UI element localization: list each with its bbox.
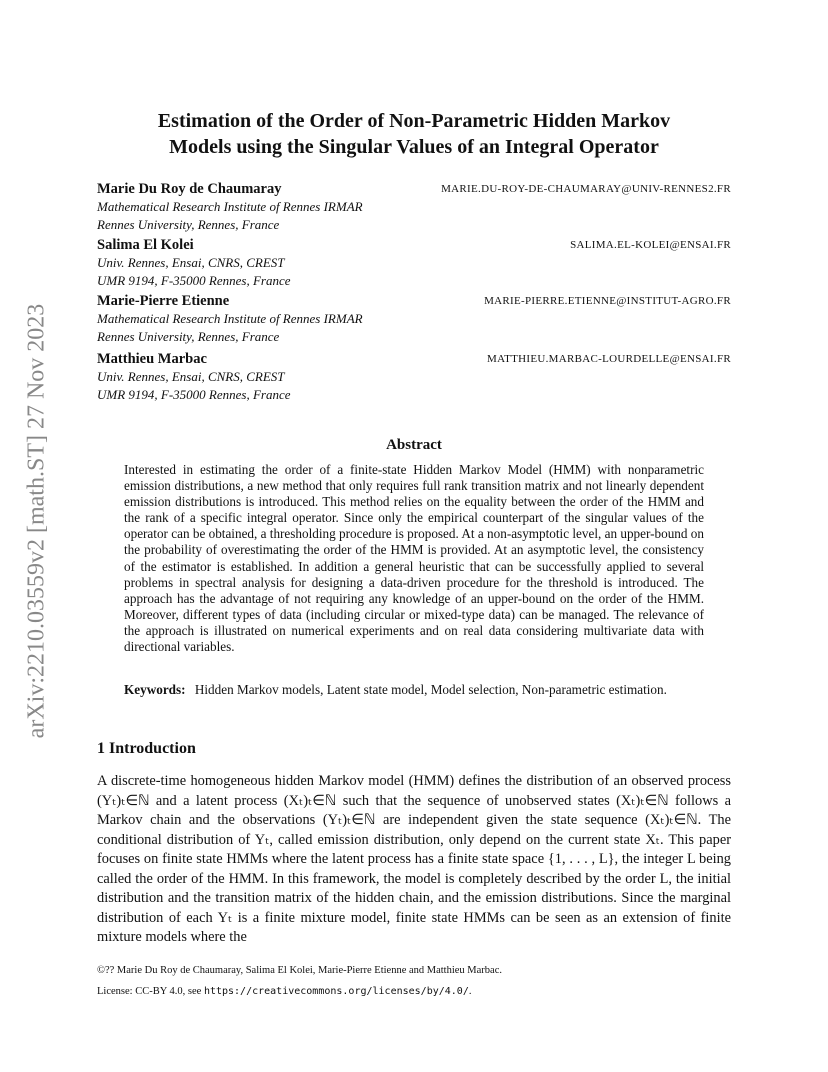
author-block (97, 237, 731, 290)
author-affiliation: Rennes University, Rennes, France (97, 217, 280, 232)
abstract-text: Interested in estimating the order of a finite-state Hidden Markov Model (HMM) with nonparametric emission distributions, a new method that only requires full rank transition matrix and not linearly dependent emission distributions is introduced. This method relies on the equality between the order of the HMM and the rank of a specific integral operator. Since only the empirical counterpart of the singular values of the operator can be obtained, a thresholding procedure is proposed. At a non-asymptotic level, an upper-bound on the probability of overestimating the order of the HMM is provided. At an asymptotic level, the consistency of the estimator is established. In addition a general heuristic that can be successfully applied to several problems in spectral analysis for designing a data-driven procedure for the threshold is introduced. The approach has the advantage of not requiring any knowledge of an upper-bound on the order of the HMM. Moreover, different types of data (including circular or mixed-type data) can be managed. The relevance of the approach is illustrated on numerical experiments and on real data considering multivariate data with directional variables. (124, 462, 704, 655)
footer-license (97, 986, 731, 997)
author-block (97, 351, 731, 404)
author-name: Salima El Kolei (97, 237, 194, 253)
paper-title (90, 108, 738, 160)
author-email[interactable]: MATTHIEU.MARBAC-LOURDELLE@ENSAI.FR (487, 353, 731, 365)
author-email[interactable]: MARIE.DU-ROY-DE-CHAUMARAY@UNIV-RENNES2.FR (441, 183, 731, 195)
author-block (97, 293, 731, 346)
author-name: Matthieu Marbac (97, 351, 207, 367)
author-affiliation: Mathematical Research Institute of Rennes IRMAR (97, 311, 363, 326)
title-line-1: Estimation of the Order of Non-Parametric Hidden Markov (157, 110, 671, 132)
author-block (97, 181, 731, 234)
author-affiliation: Rennes University, Rennes, France (97, 329, 280, 344)
arxiv-sidebar (24, 268, 50, 773)
title-line-2: Models using the Singular Values of an Integral Operator (169, 136, 659, 158)
author-affiliation: UMR 9194, F-35000 Rennes, France (97, 387, 291, 402)
intro-paragraph: A discrete-time homogeneous hidden Markov model (HMM) defines the distribution of an observed process (Yₜ)ₜ∈ℕ and a latent process (Xₜ)ₜ∈ℕ such that the sequence of unobserved states (Xₜ)ₜ∈ℕ follows a Markov chain and the observations (Yₜ)ₜ∈ℕ are independent given the state sequence (Xₜ)ₜ∈ℕ. The conditional distribution of Yₜ, called emission distribution, only depend on the current state Xₜ. This paper focuses on finite state HMMs where the latent process has a finite state space {1, . . . , L}, the integer L being called the order of the HMM. In this framework, the model is completely described by the order L, the initial distribution and the transition matrix of the hidden chain, and the emission distributions. Since the marginal distribution of each Yₜ is a finite mixture model, finite state HMMs can be seen as an extension of finite mixture models where the (97, 773, 731, 945)
keywords-text: Hidden Markov models, Latent state model, Model selection, Non-parametric estimation. (194, 682, 667, 697)
arxiv-id: arXiv:2210.03559v2 [math.ST] 27 Nov 2023 (23, 303, 50, 738)
author-name: Marie-Pierre Etienne (97, 293, 230, 309)
author-affiliation: UMR 9194, F-35000 Rennes, France (97, 273, 291, 288)
keywords-label: Keywords: (124, 682, 186, 697)
author-affiliation: Univ. Rennes, Ensai, CNRS, CREST (97, 369, 285, 384)
author-email[interactable]: MARIE-PIERRE.ETIENNE@INSTITUT-AGRO.FR (484, 295, 731, 307)
keywords (124, 682, 704, 698)
author-name: Marie Du Roy de Chaumaray (97, 181, 282, 197)
author-affiliation: Mathematical Research Institute of Rennes IRMAR (97, 199, 363, 214)
license-prefix: License: CC-BY 4.0, see (97, 986, 202, 997)
license-link[interactable]: https://creativecommons.org/licenses/by/4.0/ (203, 986, 469, 997)
author-affiliation: Univ. Rennes, Ensai, CNRS, CREST (97, 255, 285, 270)
section-heading: 1 Introduction (97, 740, 196, 757)
abstract-heading: Abstract (386, 437, 442, 453)
author-email[interactable]: SALIMA.EL-KOLEI@ENSAI.FR (570, 239, 731, 251)
license-suffix: . (468, 986, 472, 997)
footer-copyright: ©?? Marie Du Roy de Chaumaray, Salima El Kolei, Marie-Pierre Etienne and Matthieu Marbac. (97, 965, 502, 976)
